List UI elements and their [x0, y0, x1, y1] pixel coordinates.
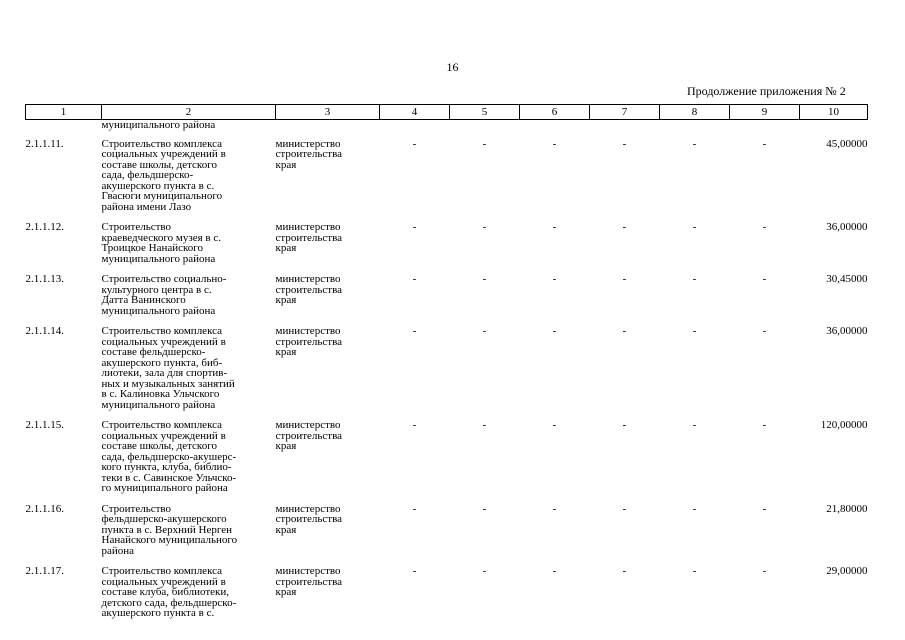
project-name-line: теки в с. Савинское Ульчско- [101, 471, 237, 484]
executor-line: министерство [275, 325, 341, 337]
cell-c6: - [552, 502, 557, 515]
cell-c6: - [552, 565, 557, 577]
column-header: 2 [102, 105, 276, 120]
cell-total: 45,00000 [826, 137, 868, 150]
executor-line: министерство [275, 273, 341, 285]
project-name [102, 412, 276, 496]
project-name-line: составе фельдшерско- [101, 346, 206, 358]
project-name-line: муниципального района [101, 398, 216, 411]
project-name-line: Троицкое Нанайского [101, 242, 204, 254]
cell-c9: - [762, 273, 767, 285]
executor [276, 318, 380, 412]
cell-total: 120,00000 [820, 419, 868, 431]
cell-c5: - [482, 221, 487, 233]
project-name-line: социальных учреждений в [101, 575, 226, 588]
project-name-line: Нанайского муниципального [101, 534, 238, 546]
project-name-line: кого пункта, клуба, библио- [101, 461, 232, 473]
project-name-line: акушерского пункта в с. [101, 607, 215, 619]
project-name-line: детского сада, фельдшерско- [101, 596, 237, 609]
executor-line: строительства [275, 335, 343, 348]
cell-total: 29,00000 [826, 565, 868, 577]
project-name-line: района имени Лазо [101, 200, 192, 213]
project-name-line: акушерского пункта в с. [101, 179, 215, 192]
executor-line: строительства [275, 429, 343, 442]
executor [276, 412, 380, 496]
cell-c8: - [692, 221, 697, 233]
executor-line: министерство [275, 565, 341, 577]
continuation-label: Продолжение приложения № 2 [687, 84, 846, 98]
cell-c9: - [762, 137, 767, 150]
cell-c6: - [552, 419, 557, 431]
cell-c9: - [762, 325, 767, 337]
cell-c7: - [622, 221, 627, 233]
cell-total: 36,00000 [826, 325, 868, 337]
executor [276, 496, 380, 559]
cell-c6: - [552, 221, 557, 233]
cell-c5: - [482, 419, 487, 431]
project-name-line: ных и музыкальных занятий [101, 377, 235, 390]
table-row [26, 214, 868, 266]
cell-c9: - [762, 565, 767, 577]
row-number: 2.1.1.14. [25, 325, 64, 337]
cell-c7: - [622, 273, 627, 285]
cell-c8: - [692, 137, 697, 150]
cell-c4: - [412, 137, 417, 150]
cell-c6: - [552, 325, 557, 337]
project-name-line: составе школы, детского [101, 158, 217, 171]
project-name-line: муниципального района [101, 252, 216, 265]
cell-c5: - [482, 565, 487, 577]
cell-c4: - [412, 565, 417, 577]
executor-line: края [275, 440, 297, 452]
cell-c5: - [482, 273, 487, 285]
cell-c9: - [762, 221, 767, 233]
cell-c5: - [482, 137, 487, 150]
project-name-line: в с. Калиновка Ульчского [101, 388, 220, 400]
project-name-line: пункта в с. Верхний Нерген [101, 523, 232, 536]
executor-line: министерство [275, 419, 341, 431]
table-row [26, 558, 868, 621]
column-header: 4 [380, 105, 450, 120]
project-name [102, 496, 276, 559]
cell-c6: - [552, 137, 557, 150]
project-name-line: Строительство комплекса [101, 325, 223, 337]
executor [276, 266, 380, 318]
cell-c5: - [482, 325, 487, 337]
cell-c8: - [692, 273, 697, 285]
cell-c8: - [692, 325, 697, 337]
project-name-line: составе школы, детского [101, 440, 217, 452]
project-name-line: Строительство [101, 502, 172, 515]
column-header: 5 [450, 105, 520, 120]
project-name-line: сада, фельдшерско- [101, 169, 194, 181]
cell-c4: - [412, 273, 417, 285]
project-name-line: фельдшерско-акушерского [101, 513, 227, 525]
executor-line: строительства [275, 148, 343, 160]
project-name-line: Строительство комплекса [101, 137, 223, 150]
project-name-line: социальных учреждений в [101, 429, 226, 442]
executor-line: края [275, 523, 297, 536]
project-name-line: Строительство социально- [101, 273, 227, 285]
appendix-table [25, 104, 868, 621]
executor [276, 558, 380, 621]
column-header: 6 [520, 105, 590, 120]
executor-line: строительства [275, 513, 343, 525]
cell-c7: - [622, 325, 627, 337]
column-header: 8 [660, 105, 730, 120]
executor-line: строительства [275, 575, 343, 588]
cell-c7: - [622, 419, 627, 431]
executor-line: края [275, 586, 297, 598]
project-name-line: муниципального района [101, 304, 216, 317]
cell-c7: - [622, 565, 627, 577]
project-name-line: Строительство комплекса [101, 565, 223, 577]
row-number: 2.1.1.11. [25, 137, 64, 150]
project-name-line: Строительство [101, 221, 172, 233]
project-name-line: социальных учреждений в [101, 148, 226, 160]
project-name-line: составе клуба, библиотеки, [101, 586, 229, 598]
executor [276, 131, 380, 215]
table-row [26, 266, 868, 318]
cell-c9: - [762, 419, 767, 431]
executor-line: края [275, 158, 297, 171]
table-row [26, 496, 868, 559]
project-name-line: Гвасюги муниципального [101, 190, 223, 202]
table-row [26, 318, 868, 412]
column-header: 3 [276, 105, 380, 120]
column-header: 1 [26, 105, 102, 120]
executor-line: строительства [275, 231, 343, 244]
table-header-row [26, 105, 868, 120]
column-header: 9 [730, 105, 800, 120]
project-name-line: Датта Ванинского [101, 294, 186, 306]
column-header: 10 [800, 105, 868, 120]
column-header: 7 [590, 105, 660, 120]
project-name [102, 318, 276, 412]
project-name-line: лиотеки, зала для спортив- [101, 367, 228, 379]
project-name-line: сада, фельдшерско-акушерс- [101, 450, 237, 463]
project-name [102, 131, 276, 215]
executor-line: министерство [275, 137, 341, 150]
executor-line: края [275, 346, 297, 358]
cell-c9: - [762, 502, 767, 515]
cell-c8: - [692, 502, 697, 515]
project-name [102, 266, 276, 318]
executor [276, 214, 380, 266]
executor-line: края [275, 294, 297, 306]
row-number: 2.1.1.15. [25, 419, 64, 431]
cell-total: 30,45000 [826, 273, 868, 285]
row-number: 2.1.1.12. [25, 221, 64, 233]
continued-row [26, 120, 868, 131]
page-number: 16 [446, 60, 459, 74]
cell-c7: - [622, 502, 627, 515]
row-number: 2.1.1.16. [25, 502, 64, 515]
table-row [26, 131, 868, 215]
continued-text: муниципального района [101, 119, 216, 131]
executor-line: министерство [275, 502, 341, 515]
project-name [102, 558, 276, 621]
cell-c6: - [552, 273, 557, 285]
cell-c8: - [692, 565, 697, 577]
project-name-line: краеведческого музея в с. [101, 231, 221, 244]
row-number: 2.1.1.17. [25, 565, 64, 577]
project-name-line: акушерского пункта, биб- [101, 356, 223, 369]
cell-c4: - [412, 502, 417, 515]
row-number: 2.1.1.13. [25, 273, 64, 285]
cell-c8: - [692, 419, 697, 431]
project-name-line: культурного центра в с. [101, 283, 212, 296]
table-row [26, 412, 868, 496]
executor-line: строительства [275, 283, 343, 296]
executor-line: министерство [275, 221, 341, 233]
cell-c4: - [412, 221, 417, 233]
project-name-line: района [101, 544, 135, 557]
cell-c4: - [412, 419, 417, 431]
cell-c7: - [622, 137, 627, 150]
cell-c5: - [482, 502, 487, 515]
project-name-line: го муниципального района [101, 482, 228, 494]
project-name [102, 214, 276, 266]
cell-c4: - [412, 325, 417, 337]
project-name-line: социальных учреждений в [101, 335, 226, 348]
cell-total: 21,80000 [826, 502, 868, 515]
cell-total: 36,00000 [826, 221, 868, 233]
executor-line: края [275, 242, 297, 254]
project-name-line: Строительство комплекса [101, 419, 223, 431]
